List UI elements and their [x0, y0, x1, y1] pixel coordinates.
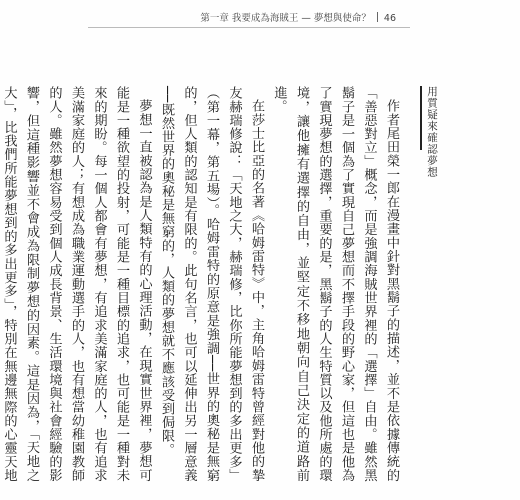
paragraph: 在莎士比亞的名著《哈姆雷特》中，主角哈姆雷特曾經對他的摯友赫瑞修說：「天地之大，赫瑞修，比你所能夢想到的多出更多」（第一幕，第五場）。哈姆雷特的原意是強調──世界的奧秘是無窮的，但人類的認知是有限的。此句名言，也可以延伸出另一層意義──既然世界的奧秘是無窮的，人類的夢想就不應該受到侷限。	[159, 86, 264, 482]
section-tab	[420, 86, 440, 178]
section-tab-bar	[420, 86, 422, 150]
section-tab-label: 用質疑來確認夢想	[426, 86, 438, 178]
running-header	[200, 10, 396, 24]
header-separator	[377, 12, 378, 22]
page-number: 46	[383, 13, 396, 24]
body-text	[1, 86, 402, 482]
chapter-title: 第一章 我要成為海賊王 — 夢想與使命？	[200, 13, 371, 24]
paragraph: 夢想一直被認為是人類特有的心理活動，在現實世界裡，夢想可能是一種欲望的投射，可能是一種目標的追求，也可能是一種對未來的期盼。每一個人都會有夢想，有追求美滿家庭的人，也有追求美滿家庭的人；有想成為職業運動選手的人，也有想當幼稚園教師的人。雖然夢想容易受到個人成長背景、生活環境與社會經驗的影響，但這種影響並不會成為限制夢想的因素。這是因為，「天地之大」，比我們所能夢想到的多出更多」，特別在無邊無際的心靈天地	[1, 86, 152, 482]
header-rule	[88, 27, 410, 28]
paragraph: 作者尾田榮一郎在漫畫中針對黑鬍子的描述，並不是依據傳統的「善惡對立」概念，而是強調海賊世界裡的「選擇」自由。雖然黑鬍子是一個為了實現自己夢想而不擇手段的野心家，但這也是他為了實現夢想的選擇，重要的是，黑鬍子的人生特質以及他所處的環境，讓他擁有選擇的自由，並堅定不移地朝向自己決定的道路前進。	[271, 86, 399, 482]
